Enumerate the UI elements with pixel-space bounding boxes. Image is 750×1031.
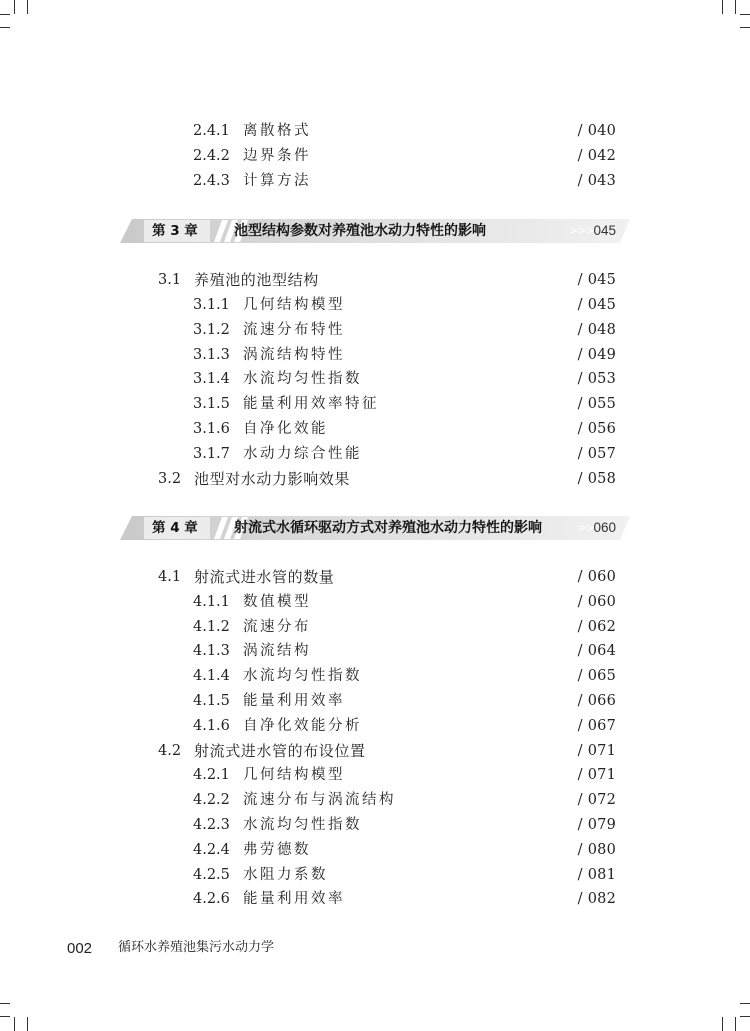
toc-entry-page: / 040 (577, 123, 616, 139)
toc-entry-page-number: 058 (587, 470, 616, 487)
toc-entry-page: / 081 (577, 866, 616, 883)
toc-entry-number: 4.2.3 (193, 817, 230, 833)
chapter-3-title: 池型结构参数对养殖池水动力特性的影响 (234, 223, 486, 239)
toc-entry-page: / 045 (577, 296, 616, 313)
chapter-3-page: 045 (593, 223, 616, 238)
toc-entry-page-number: 043 (587, 172, 616, 189)
toc-entry-page-number: 060 (587, 569, 616, 585)
footer-book-title: 循环水养殖池集污水动力学 (118, 940, 275, 955)
toc-entry-title: 离散格式 (243, 123, 311, 139)
toc-entry[interactable] (0, 591, 750, 613)
toc-entry-number: 4.2.4 (193, 841, 230, 858)
toc-entry-number: 3.1.7 (193, 445, 230, 462)
toc-entry-title: 养殖池的池型结构 (194, 271, 319, 289)
toc-entry-number: 4.1.2 (193, 618, 230, 635)
toc-entry-number: 3.1.2 (193, 321, 230, 338)
toc-entry-page-number: 067 (587, 717, 616, 734)
toc-entry-page: / 072 (577, 792, 616, 809)
toc-entry-number: 2.4.3 (193, 172, 230, 189)
crop-mark (735, 1017, 736, 1031)
toc-entry-page: / 060 (577, 569, 616, 585)
chapter-3-banner[interactable] (120, 219, 630, 243)
toc-entry-page-number: 062 (587, 618, 616, 635)
toc-entry-title: 流速分布与涡流结构 (243, 792, 396, 809)
toc-entry-page-number: 060 (587, 593, 616, 610)
toc-entry[interactable] (0, 344, 750, 366)
toc-entry-number: 3.1.4 (193, 371, 230, 388)
toc-entry[interactable] (0, 764, 750, 786)
toc-entry-page: / 048 (577, 321, 616, 338)
toc-entry-page: / 049 (577, 346, 616, 363)
toc-entry-title: 射流式进水管的数量 (194, 568, 335, 586)
toc-entry-page-number: 081 (587, 866, 616, 883)
crop-mark (740, 1016, 750, 1017)
chapter-4-arrows-icon: >> (577, 521, 594, 534)
toc-entry-page: / 056 (577, 421, 616, 438)
toc-entry-number: 4.1.3 (193, 643, 230, 660)
toc-entry-page-number: 065 (587, 668, 616, 685)
toc-entry-title: 自净化效能 (243, 421, 328, 438)
toc-entry[interactable] (0, 443, 750, 465)
toc-entry-page: / 071 (577, 767, 616, 784)
crop-mark (14, 1017, 15, 1031)
toc-entry[interactable] (0, 120, 750, 142)
toc-entry[interactable] (0, 418, 750, 440)
crop-mark (722, 1017, 723, 1031)
toc-entry-page: / 065 (577, 668, 616, 685)
toc-entry[interactable] (0, 814, 750, 836)
toc-entry-title: 计算方法 (243, 172, 311, 189)
toc-entry[interactable] (0, 294, 750, 316)
toc-entry-page-number: 071 (587, 767, 616, 784)
toc-entry-page-number: 042 (587, 147, 616, 164)
toc-entry-number: 2.4.1 (193, 123, 230, 139)
toc-entry-page-number: 045 (587, 272, 616, 288)
toc-entry-number: 3.1.6 (193, 421, 230, 438)
toc-entry-page: / 042 (577, 147, 616, 164)
toc-entry-title: 水阻力系数 (243, 866, 328, 883)
toc-entry-page: / 058 (577, 470, 616, 487)
toc-entry-page: / 045 (577, 272, 616, 288)
toc-entry[interactable] (0, 864, 750, 886)
toc-entry-title: 几何结构模型 (243, 296, 345, 313)
toc-entry-number: 4.1.6 (193, 717, 230, 734)
toc-entry-page: / 053 (577, 371, 616, 388)
toc-entry[interactable] (0, 468, 750, 490)
crop-mark (27, 1017, 28, 1031)
toc-entry-page-number: 057 (587, 445, 616, 462)
toc-entry-number: 3.2 (158, 470, 182, 487)
toc-entry-page-number: 066 (587, 693, 616, 709)
toc-entry[interactable] (0, 888, 750, 910)
toc-entry[interactable] (0, 616, 750, 638)
toc-entry-number: 3.1.3 (193, 346, 230, 363)
toc-entry[interactable] (0, 789, 750, 811)
toc-entry-title: 流速分布 (243, 618, 311, 635)
toc-entry-page: / 043 (577, 172, 616, 189)
chapter-4-title: 射流式水循环驱动方式对养殖池水动力特性的影响 (234, 520, 542, 536)
crop-mark (740, 27, 750, 28)
toc-entry[interactable] (0, 665, 750, 687)
crop-mark (14, 0, 15, 14)
chapter-3-arrows-icon: >>> (569, 224, 594, 237)
toc-entry[interactable] (0, 715, 750, 737)
toc-entry-number: 4.2.5 (193, 866, 230, 883)
toc-entry[interactable] (0, 319, 750, 341)
toc-entry-page: / 062 (577, 618, 616, 635)
toc-entry-title: 能量利用效率 (243, 693, 345, 709)
toc-entry-title: 边界条件 (243, 147, 311, 164)
toc-entry-number: 4.1.5 (193, 693, 230, 709)
toc-entry-page: / 064 (577, 643, 616, 660)
toc-entry-number: 4.2.6 (193, 891, 230, 908)
toc-entry-page: / 066 (577, 693, 616, 709)
toc-entry-page-number: 064 (587, 643, 616, 660)
toc-entry-title: 数值模型 (243, 593, 311, 610)
toc-entry-page: / 067 (577, 717, 616, 734)
toc-entry-number: 3.1 (158, 272, 182, 288)
toc-entry-title: 自净化效能分析 (243, 717, 362, 734)
toc-entry-page: / 080 (577, 841, 616, 858)
toc-entry-page-number: 048 (587, 321, 616, 338)
crop-mark (27, 0, 28, 14)
toc-entry-page: / 082 (577, 891, 616, 908)
crop-mark (0, 14, 10, 15)
toc-entry-title: 射流式进水管的布设位置 (194, 741, 366, 760)
toc-entry[interactable] (0, 170, 750, 192)
toc-entry-page: / 057 (577, 445, 616, 462)
toc-entry[interactable] (0, 640, 750, 662)
toc-entry-number: 4.2.2 (193, 792, 230, 809)
toc-entry-page-number: 053 (587, 371, 616, 388)
crop-mark (722, 0, 723, 14)
toc-entry-number: 4.1 (158, 569, 182, 585)
toc-entry[interactable] (0, 690, 750, 712)
toc-entry-page-number: 056 (587, 421, 616, 438)
toc-entry-title: 水动力综合性能 (243, 445, 362, 462)
crop-mark (0, 27, 10, 28)
toc-entry-title: 几何结构模型 (243, 767, 345, 784)
toc-entry-number: 4.2 (158, 742, 182, 759)
toc-entry-title: 涡流结构特性 (243, 346, 345, 363)
toc-entry-title: 能量利用效率 (243, 891, 345, 908)
toc-entry-title: 水流均匀性指数 (243, 371, 362, 388)
toc-entry[interactable] (0, 839, 750, 861)
toc-entry[interactable] (0, 740, 750, 762)
chapter-3-label: 第 3 章 (152, 223, 198, 239)
toc-entry-page-number: 040 (587, 123, 616, 139)
toc-entry-page-number: 049 (587, 346, 616, 363)
crop-mark (0, 1016, 10, 1017)
toc-entry-title: 水流均匀性指数 (243, 817, 362, 833)
toc-entry-title: 涡流结构 (243, 643, 311, 660)
footer-page-number: 002 (67, 940, 93, 957)
toc-entry-page-number: 071 (587, 742, 616, 759)
toc-entry-title: 能量利用效率特征 (243, 396, 379, 413)
toc-entry-number: 3.1.1 (193, 296, 230, 313)
toc-entry-page: / 060 (577, 593, 616, 610)
chapter-4-label: 第 4 章 (152, 520, 198, 536)
toc-entry[interactable] (0, 145, 750, 167)
toc-entry-page: / 055 (577, 396, 616, 413)
toc-entry-number: 4.2.1 (193, 767, 230, 784)
toc-entry[interactable] (0, 566, 750, 588)
toc-entry[interactable] (0, 393, 750, 415)
toc-entry-page-number: 072 (587, 792, 616, 809)
crop-mark (735, 0, 736, 14)
toc-entry[interactable] (0, 368, 750, 390)
chapter-4-banner[interactable] (120, 516, 630, 540)
toc-entry-page-number: 079 (587, 817, 616, 833)
toc-entry-title: 流速分布特性 (243, 321, 345, 338)
toc-entry-page-number: 082 (587, 891, 616, 908)
chapter-4-page: 060 (593, 520, 616, 535)
toc-entry-title: 池型对水动力影响效果 (194, 469, 351, 488)
page-footer (67, 937, 275, 959)
toc-entry-number: 4.1.4 (193, 668, 230, 685)
toc-entry-page-number: 080 (587, 841, 616, 858)
toc-entry-page-number: 045 (587, 296, 616, 313)
toc-entry-title: 水流均匀性指数 (243, 668, 362, 685)
crop-mark (740, 1003, 750, 1004)
toc-entry-page: / 071 (577, 742, 616, 759)
toc-entry-page: / 079 (577, 817, 616, 833)
crop-mark (0, 1003, 10, 1004)
toc-entry[interactable] (0, 269, 750, 291)
toc-entry-number: 3.1.5 (193, 396, 230, 413)
crop-mark (740, 14, 750, 15)
toc-entry-number: 4.1.1 (193, 593, 230, 610)
toc-entry-number: 2.4.2 (193, 147, 230, 164)
toc-entry-page-number: 055 (587, 396, 616, 413)
toc-entry-title: 弗劳德数 (243, 841, 311, 858)
